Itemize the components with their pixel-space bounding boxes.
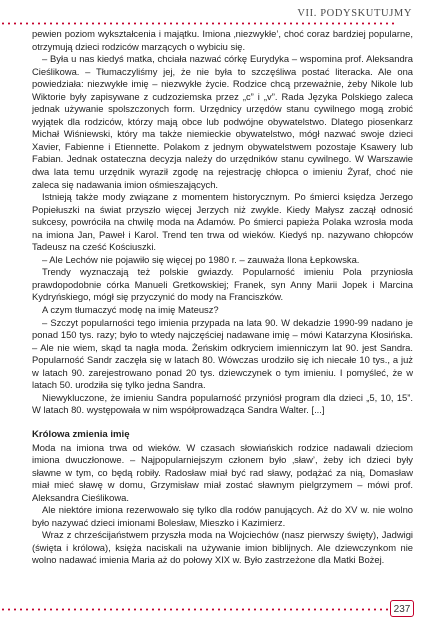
paragraph: Ale niektóre imiona rezerwowało się tylko dla rodów panujących. Aż do XV w. nie wolno było nazywać dzieci imionami Bolesław, Mieszko i Kazimierz. (32, 504, 413, 528)
running-header: VII. PODYSKUTUJMY (297, 8, 412, 19)
bottom-dotted-rule (0, 608, 388, 611)
paragraph: Istnieją także mody związane z momentem historycznym. Po śmierci księdza Jerzego Popiełuszki na świat przyszło więcej Jerzych niż zwykle. Kiedy Małysz zaczął odnosić sukcesy, powróciła na chwilę moda na Adamów. Po śmierci papieża Polaka wzrosła moda na imiona Jan, Paweł i Karol. Trend ten trwa od wieków. Kiedyś np. nazywano chłopców Tadeusz na cześć Kościuszki. (32, 191, 413, 253)
article-body (32, 28, 413, 567)
section-heading: Królowa zmienia imię (32, 428, 130, 440)
page-number: 237 (390, 600, 414, 617)
paragraph: Trendy wyznaczają też polskie gwiazdy. Popularność imieniu Pola przyniosła prawdopodobnie córka Manueli Gretkowskiej; Franek, syn Anny Marii Jopek i Marcina Kydryńskiego, mógł się przyczynić do mody na Franciszków. (32, 266, 413, 303)
paragraph: Niewykluczone, że imieniu Sandra popularność przyniósł program dla dzieci „5, 10, 15”. W latach 80. występowała w nim współprowadząca Sandra Walter. [...] (32, 391, 413, 416)
paragraph: Moda na imiona trwa od wieków. W czasach słowiańskich rodzice nadawali dzieciom imiona dwuczłonowe. – Najpopularniejszym członem było ‚sław’, żeby ich dzieci były sławne w tym, co będą robiły. Radosław miał być rad sławy, podążać za nią, Domasław miał mieć sławę w domu, Grzymisław miał zostać sławnym pielgrzymem – mówi prof. Aleksandra Cieślikowa. (32, 441, 413, 503)
top-dotted-rule (0, 22, 395, 25)
paragraph: A czym tłumaczyć modę na imię Mateusz? (42, 304, 219, 316)
paragraph: – Ale Lechów nie pojawiło się więcej po 1980 r. – zauważa Ilona Łepkowska. (42, 253, 360, 265)
paragraph: Wraz z chrześcijaństwem przyszła moda na Wojciechów (nasz pierwszy święty), Jadwigi (święta i królowa), księża naciskali na używanie imion biblijnych. Ale dziewczynkom nie wolno nadawać imienia Maria aż do połowy XIX w. Było zastrzeżone dla Matki Bożej. (32, 529, 413, 566)
paragraph: – Była u nas kiedyś matka, chciała nazwać córkę Eurydyka – wspomina prof. Aleksandra Cieślikowa. – Tłumaczyliśmy jej, że nie była to szczęśliwa postać literacka. Ale ona powiedziała: niezwykłe imię – niezwykłe życie. Rodzice chcą przeważnie, żeby Nikole lub Wiktorie były zapisywane z cudzoziemska przez „c” i „v”. Rada Języka Polskiego zaleca jednak używanie spolszczonych form. Urzędnicy urzędów stanu cywilnego mogą zrobić wyjątek dla rodziców, którzy mają obce lub podwójne obywatelstwo. Dlatego piosenkarz Michał Wiśniewski, który ma także niemieckie obywatelstwo, mógł nazwać swoje dzieci Xavier, Fabienne i Etiennette. Polakom z jednym obywatelstwem pozostaje Ksawery lub Fabian. Jednak ostateczna decyzja należy do urzędników stanu cywilnego. W Warszawie dwa lata temu urzędnik wyraził zgodę na rejestrację chłopca o imieniu Żyraf, choć nie zaleca się nadawania imion ośmieszających. (32, 53, 413, 190)
paragraph: – Szczyt popularności tego imienia przypada na lata 90. W dekadzie 1990-99 nadano je ponad 150 tys. razy; było to wtedy najczęściej nadawane imię – mówi Katarzyna Kłosińska. – Ale nie wiem, skąd ta nagła moda. Żeńskim odkryciem imienniczym lat 90. jest Sandra. Popularność Sandr zaczęła się w latach 80. Wówczas urodziło się ich niecałe 10 tys., a już w latach 90. zarejestrowano ponad 20 tys. dziewczynek o tym imieniu. I pomyśleć, że w latach 50. urodziła się tylko jedna Sandra. (32, 316, 413, 391)
paragraph: pewien poziom wykształcenia i majątku. Imiona ‚niezwykłe’, choć coraz bardziej popularne, otrzymują dzieci rodziców marzących o wybiciu się. (32, 28, 413, 52)
